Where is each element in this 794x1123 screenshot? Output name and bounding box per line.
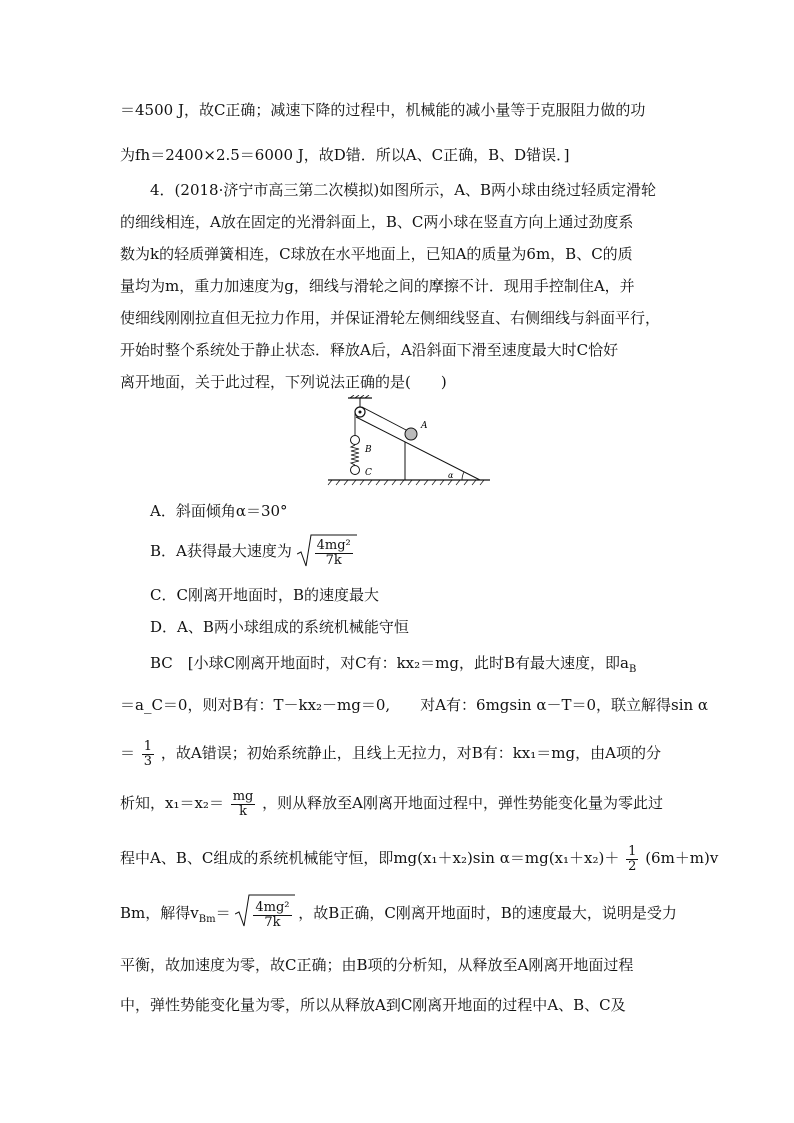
sqrt-expression <box>297 534 355 570</box>
option-b-prefix: B．A获得最大速度为 <box>150 542 292 560</box>
label-a: A <box>421 421 428 431</box>
option-a: A．斜面倾角α＝30° <box>150 502 288 520</box>
question-4-line-1: 4．(2018·济宁市高三第二次模拟)如图所示，A、B两小球由绕过轻质定滑轮 <box>150 181 657 199</box>
answer-line-7: 平衡，故加速度为零，故C正确；由B项的分析知，从释放至A刚离开地面过程 <box>120 956 634 974</box>
physics-diagram <box>320 395 500 490</box>
text-line-1: ＝4500 J，故C正确；减速下降的过程中，机械能的减小量等于克服阻力做的功 <box>120 101 646 119</box>
label-c: C <box>365 468 372 478</box>
option-c: C．C刚离开地面时，B的速度最大 <box>150 586 379 604</box>
fraction: $\frac{\text{4mg²}}{7k}$ <box>255 899 290 930</box>
fraction: $\frac{\text{4mg²}}{7k}$ <box>316 537 351 568</box>
answer-line-3: ＝ $\frac{1}{3}$ ，故A错误；初始系统静止，且线上无拉力，对B有：kx₁＝mg，由A项的分 <box>120 738 661 769</box>
question-4-line-4: 量均为m，重力加速度为g，细线与滑轮之间的摩擦不计．现用手控制住A，并 <box>120 277 635 295</box>
text-line-2: 为fh＝2400×2.5＝6000 J，故D错．所以A、C正确，B、D错误．] <box>120 146 570 164</box>
sqrt-expression <box>235 894 293 934</box>
answer-line-8: 中，弹性势能变化量为零，所以从释放A到C刚离开地面的过程中A、B、C及 <box>120 996 626 1014</box>
fraction: $\frac{1}{2}$ <box>628 843 637 874</box>
fraction: $\frac{1}{3}$ <box>143 738 153 769</box>
answer-line-4: 析知，x₁＝x₂＝ $\frac{mg}{k}$ ，则从释放至A刚离开地面过程中，弹性势能变化量为零此过 <box>120 788 664 819</box>
question-4-line-5: 使细线刚刚拉直但无拉力作用，并保证滑轮左侧细线竖直、右侧细线与斜面平行， <box>120 309 661 327</box>
question-4-line-3: 数为k的轻质弹簧相连，C球放在水平地面上，已知A的质量为6m，B、C的质 <box>120 245 633 263</box>
answer-line-5: 程中A、B、C组成的系统机械能守恒，即mg(x₁＋x₂)sin α＝mg(x₁＋x₂)＋ $\frac{1}{2}$ (6m＋m)v <box>120 843 719 874</box>
option-b <box>150 533 355 570</box>
question-4-line-6: 开始时整个系统处于静止状态．释放A后，A沿斜面下滑至速度最大时C恰好 <box>120 341 619 359</box>
fraction: $\frac{mg}{k}$ <box>232 788 254 819</box>
answer-line-2: ＝a_C＝0，则对B有：T－kx₂－mg＝0, 对A有：6mgsin α－T＝0，联立解得sin α <box>120 696 709 714</box>
label-b: B <box>365 445 372 455</box>
question-4-line-2: 的细线相连，A放在固定的光滑斜面上，B、C两小球在竖直方向上通过劲度系 <box>120 213 634 231</box>
option-d: D．A、B两小球组成的系统机械能守恒 <box>150 618 409 636</box>
answer-line-1: BC [小球C刚离开地面时，对C有：kx₂＝mg，此时B有最大速度，即$a_B$ <box>150 654 637 675</box>
answer-line-6: Bm，解得$v_{Bm}=$ $\frac{\text{4mg²}}{7k}$ ，故B正确，C刚离开地面时，B的速度最大，说明是受力 <box>120 893 677 940</box>
label-alpha: α <box>448 471 454 480</box>
question-4-line-7: 离开地面，关于此过程，下列说法正确的是( ) <box>120 373 447 391</box>
